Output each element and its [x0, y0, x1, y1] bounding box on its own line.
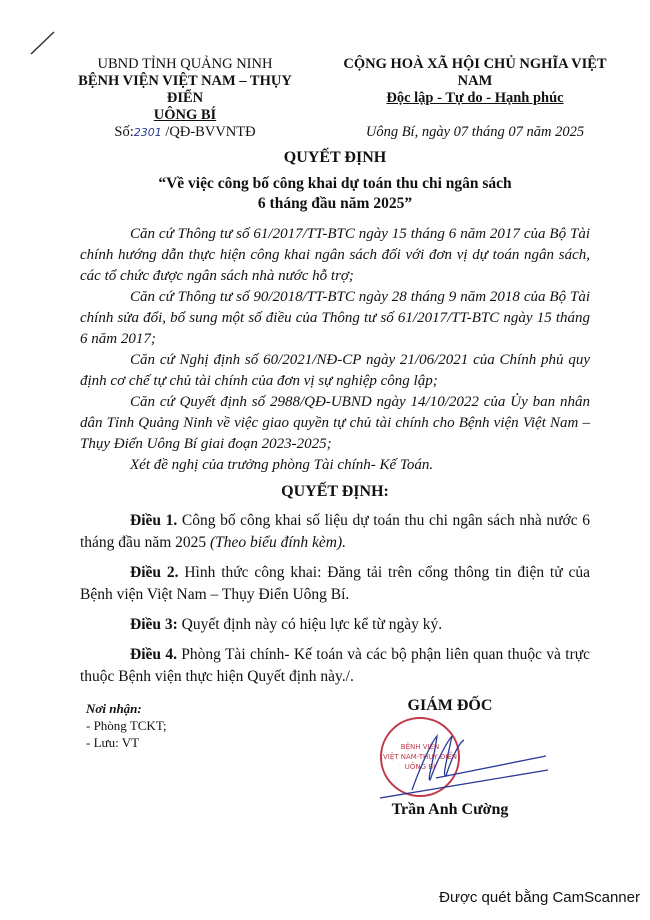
article-text: Công bố công khai số liệu dự toán thu chi ngân sách nhà nước 6 tháng đầu năm 2025 — [80, 512, 590, 551]
article-2 — [80, 562, 590, 606]
number-prefix: Số: — [114, 124, 134, 140]
document-subtitle: “Về việc công bố công khai dự toán thu chi ngân sách 6 tháng đầu năm 2025” — [158, 175, 512, 212]
nation-name: CỘNG HOÀ XÃ HỘI CHỦ NGHĨA VIỆT NAM — [343, 56, 607, 89]
article-text: Phòng Tài chính- Kế toán và các bộ phận liên quan thuộc và trực thuộc Bệnh viện thực hiện Quyết định này./. — [80, 646, 591, 685]
agency-name: UBND TỈNH QUẢNG NINH — [97, 56, 273, 72]
article-label: Điều 3: — [130, 616, 178, 633]
article-text: Hình thức công khai: Đăng tải trên cổng thông tin điện tử của Bệnh viện Việt Nam – Thụy Điển Uông Bí. — [80, 564, 591, 603]
signature-area — [350, 716, 550, 800]
decision-heading: QUYẾT ĐỊNH: — [281, 483, 389, 500]
header-left — [60, 56, 310, 141]
stamp-text: BỆNH VIỆN — [400, 743, 440, 751]
articles — [80, 510, 590, 688]
pen-mark — [28, 28, 58, 58]
handwritten-number: 2301 — [133, 126, 162, 139]
document-number — [60, 124, 310, 141]
basis-item: Căn cứ Thông tư số 61/2017/TT-BTC ngày 15 tháng 6 năm 2017 của Bộ Tài chính hướng dẫn thực hiện công khai ngân sách đối với đơn vị dự toán ngân sách, các tổ chức được ngân sách nhà nước hỗ trợ; — [80, 226, 590, 284]
signer-name: Trần Anh Cường — [391, 801, 509, 818]
basis-item: Căn cứ Thông tư số 90/2018/TT-BTC ngày 28 tháng 9 năm 2018 của Bộ Tài chính sửa đổi, bổ sung một số điều của Thông tư số 61/2017/TT-BTC ngày 15 tháng 6 năm 2017; — [80, 289, 590, 347]
document-body — [80, 148, 590, 820]
recipients-heading: Nơi nhận: — [86, 701, 142, 716]
signature — [350, 716, 550, 800]
article-3 — [80, 614, 590, 636]
basis-item: Xét đề nghị của trưởng phòng Tài chính- Kế Toán. — [130, 457, 434, 473]
article-note: (Theo biểu đính kèm). — [210, 534, 347, 551]
article-4 — [80, 644, 590, 688]
place-date: Uông Bí, ngày 07 tháng 07 năm 2025 — [365, 124, 585, 140]
signature-block — [350, 696, 550, 820]
article-label: Điều 1. — [130, 512, 178, 529]
stamp-text: VIỆT NAM-THỤY ĐIỂN — [382, 753, 458, 761]
recipient-item: - Lưu: VT — [86, 735, 140, 750]
basis-item: Căn cứ Quyết định số 2988/QĐ-UBND ngày 14/10/2022 của Ủy ban nhân dân Tỉnh Quảng Ninh về việc giao quyền tự chủ tài chính cho Bệnh viện Việt Nam – Thụy Điển Uông Bí giai đoạn 2023-2025; — [80, 394, 590, 452]
document-title: QUYẾT ĐỊNH — [283, 149, 387, 166]
organization-name-2: UÔNG BÍ — [153, 107, 217, 123]
closing-section — [80, 696, 590, 820]
basis-item: Căn cứ Nghị định số 60/2021/NĐ-CP ngày 21/06/2021 của Chính phủ quy định cơ chế tự chủ tài chính của đơn vị sự nghiệp công lập; — [80, 352, 590, 389]
motto: Độc lập - Tự do - Hạnh phúc — [386, 90, 564, 106]
number-suffix: /QĐ-BVVNTĐ — [165, 124, 256, 140]
article-label: Điều 2. — [130, 564, 179, 581]
legal-basis — [80, 224, 590, 476]
article-text: Quyết định này có hiệu lực kể từ ngày ký. — [177, 616, 443, 633]
article-1 — [80, 510, 590, 554]
organization-name: BỆNH VIỆN VIỆT NAM – THỤY ĐIỂN — [78, 73, 292, 106]
stamp-text: UÔNG BÍ — [404, 763, 436, 771]
recipient-item: - Phòng TCKT; — [86, 718, 167, 733]
recipients — [80, 696, 167, 820]
article-label: Điều 4. — [130, 646, 177, 663]
camscanner-watermark: Được quét bằng CamScanner — [435, 887, 644, 908]
signer-title: GIÁM ĐỐC — [407, 697, 493, 714]
header-right — [325, 56, 625, 141]
